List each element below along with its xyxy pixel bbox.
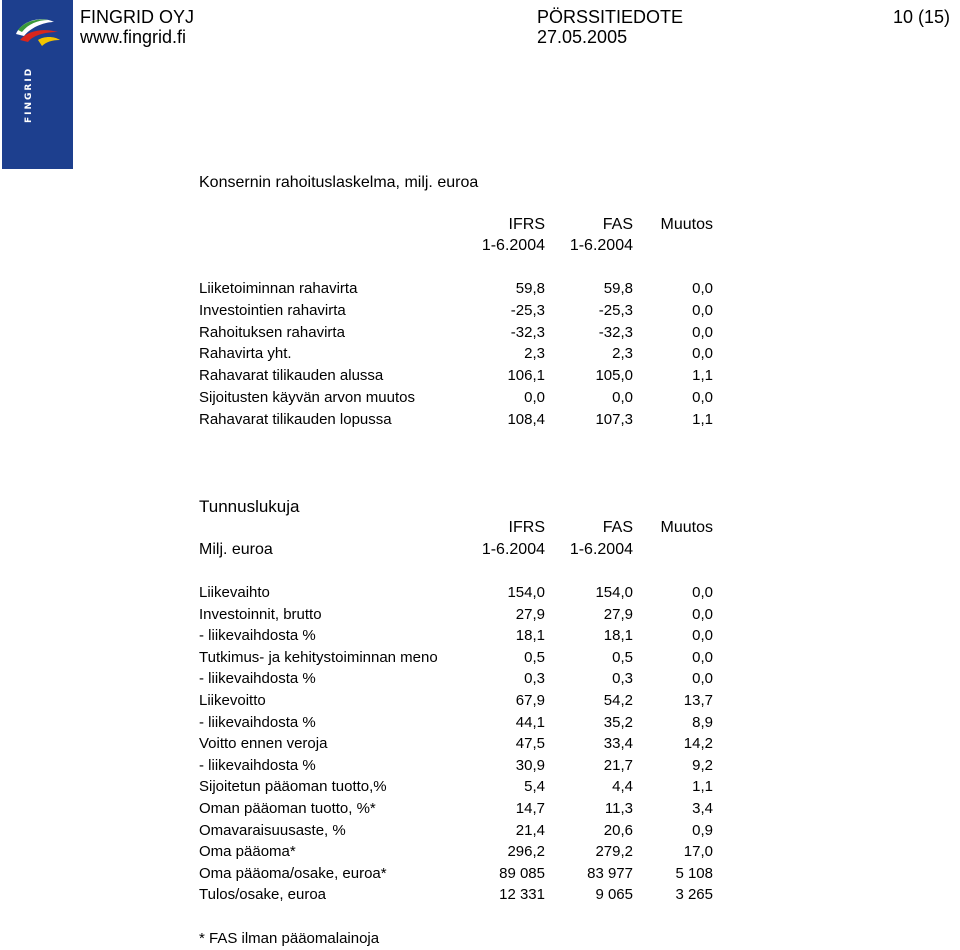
keyfigures-header-row-2	[199, 539, 719, 561]
table-row	[199, 626, 719, 646]
table-row	[199, 605, 719, 625]
fas-value: 54,2	[603, 692, 633, 709]
row-label: Tutkimus- ja kehitystoiminnan meno	[199, 648, 438, 666]
col-ifrs-header: IFRS	[508, 519, 545, 536]
fas-value: 59,8	[603, 280, 633, 297]
ifrs-value: 0,3	[524, 670, 545, 688]
ifrs-value: 0,5	[524, 648, 545, 666]
row-label: Liiketoiminnan rahavirta	[199, 280, 358, 297]
fas-value: 105,0	[595, 367, 633, 385]
ifrs-value: 27,9	[515, 605, 545, 623]
fas-value: 107,3	[595, 410, 633, 428]
muutos-value: 0,0	[692, 280, 713, 297]
row-label: Rahavarat tilikauden alussa	[199, 367, 384, 385]
logo-emblem-icon	[2, 0, 73, 60]
table-row	[199, 734, 719, 754]
table-row	[199, 388, 719, 408]
cashflow-title: Konsernin rahoituslaskelma, milj. euroa	[199, 174, 479, 191]
table-row	[199, 885, 719, 905]
row-label: Omavaraisuusaste, %	[199, 821, 346, 839]
ifrs-value: 67,9	[515, 692, 545, 709]
row-label: - liikevaihdosta %	[199, 756, 316, 774]
table-row	[199, 648, 719, 668]
table-row	[199, 583, 719, 603]
fas-value: 0,0	[612, 389, 633, 406]
fas-value: 9 065	[595, 886, 633, 904]
document-type: PÖRSSITIEDOTE	[537, 7, 684, 27]
table-row	[199, 756, 719, 776]
table-row	[199, 864, 719, 884]
cashflow-header-row-1	[199, 214, 719, 236]
unit-label: Milj. euroa	[199, 541, 273, 558]
col-fas-period: 1-6.2004	[569, 237, 633, 254]
fas-value: 0,5	[612, 648, 633, 666]
ifrs-value: -32,3	[510, 323, 545, 341]
cashflow-header-row-2	[199, 235, 719, 257]
col-fas-header: FAS	[602, 519, 633, 536]
ifrs-value: 12 331	[499, 886, 545, 904]
muutos-value: 0,0	[692, 345, 713, 363]
muutos-value: 14,2	[683, 735, 713, 753]
col-fas-header: FAS	[602, 216, 633, 233]
row-label: Voitto ennen veroja	[199, 735, 328, 753]
table-row	[199, 691, 719, 711]
ifrs-value: 21,4	[515, 821, 545, 839]
fas-value: -25,3	[598, 301, 633, 319]
col-ifrs-period: 1-6.2004	[481, 541, 545, 558]
fas-value: 2,3	[612, 345, 633, 363]
table-row	[199, 777, 719, 797]
keyfigures-header-row-1	[199, 517, 719, 539]
ifrs-value: -25,3	[510, 301, 545, 319]
row-label: Sijoitusten käyvän arvon muutos	[199, 389, 415, 406]
table-row	[199, 301, 719, 321]
muutos-value: 0,0	[692, 389, 713, 406]
fas-value: 20,6	[603, 821, 633, 839]
table-row	[199, 366, 719, 386]
row-label: Tulos/osake, euroa	[199, 886, 327, 904]
muutos-value: 0,0	[692, 584, 713, 601]
table-row	[199, 323, 719, 343]
muutos-value: 13,7	[683, 692, 713, 709]
fas-value: 0,3	[612, 670, 633, 688]
ifrs-value: 2,3	[524, 345, 545, 363]
fas-value: 18,1	[603, 627, 633, 645]
muutos-value: 1,1	[692, 367, 713, 385]
fas-value: 35,2	[603, 713, 633, 731]
table-row	[199, 821, 719, 841]
table-row	[199, 410, 719, 430]
row-label: Investoinnit, brutto	[199, 605, 322, 623]
row-label: - liikevaihdosta %	[199, 670, 316, 688]
muutos-value: 1,1	[692, 410, 713, 428]
website-link[interactable]: www.fingrid.fi	[80, 27, 187, 47]
muutos-value: 9,2	[692, 756, 713, 774]
col-fas-period: 1-6.2004	[569, 541, 633, 558]
table-row	[199, 799, 719, 819]
table-row	[199, 344, 719, 364]
muutos-value: 0,0	[692, 648, 713, 666]
ifrs-value: 0,0	[524, 389, 545, 406]
row-label: Rahavirta yht.	[199, 345, 292, 363]
logo-wordmark: FINGRID	[24, 66, 34, 124]
ifrs-value: 18,1	[515, 627, 545, 645]
table-row	[199, 279, 719, 299]
ifrs-value: 47,5	[515, 735, 545, 753]
row-label: Rahavarat tilikauden lopussa	[199, 410, 392, 428]
ifrs-value: 108,4	[507, 410, 545, 428]
ifrs-value: 30,9	[515, 756, 545, 774]
fas-value: 279,2	[595, 843, 633, 861]
fas-value: 4,4	[612, 778, 633, 796]
ifrs-value: 154,0	[507, 584, 545, 601]
muutos-value: 8,9	[692, 713, 713, 731]
row-label: Liikevaihto	[199, 584, 270, 601]
table-row	[199, 842, 719, 862]
ifrs-value: 106,1	[507, 367, 545, 385]
col-ifrs-header: IFRS	[508, 216, 545, 233]
page-number: 10 (15)	[892, 7, 950, 27]
muutos-value: 3 265	[675, 886, 713, 904]
muutos-value: 17,0	[683, 843, 713, 861]
muutos-value: 1,1	[692, 778, 713, 796]
col-muutos-header: Muutos	[660, 519, 713, 536]
footnote: * FAS ilman pääomalainoja	[199, 930, 380, 947]
fas-value: 83 977	[587, 864, 633, 882]
muutos-value: 3,4	[692, 800, 713, 817]
keyfigures-title: Tunnuslukuja	[199, 497, 300, 516]
company-name: FINGRID OYJ	[80, 7, 195, 27]
row-label: - liikevaihdosta %	[199, 713, 316, 731]
table-row	[199, 669, 719, 689]
fas-value: 11,3	[604, 800, 633, 817]
muutos-value: 0,9	[692, 821, 713, 839]
muutos-value: 0,0	[692, 323, 713, 341]
muutos-value: 0,0	[692, 627, 713, 645]
col-muutos-header: Muutos	[660, 216, 713, 233]
muutos-value: 5 108	[675, 864, 713, 882]
fas-value: 27,9	[603, 605, 633, 623]
fas-value: -32,3	[598, 323, 633, 341]
fas-value: 154,0	[595, 584, 633, 601]
row-label: Rahoituksen rahavirta	[199, 323, 345, 341]
ifrs-value: 5,4	[524, 778, 545, 796]
row-label: Oman pääoman tuotto, %*	[199, 800, 376, 817]
row-label: - liikevaihdosta %	[199, 627, 316, 645]
muutos-value: 0,0	[692, 301, 713, 319]
ifrs-value: 14,7	[515, 800, 545, 817]
row-label: Investointien rahavirta	[199, 301, 346, 319]
ifrs-value: 44,1	[515, 713, 545, 731]
ifrs-value: 89 085	[499, 864, 545, 882]
muutos-value: 0,0	[692, 670, 713, 688]
fas-value: 33,4	[603, 735, 633, 753]
ifrs-value: 59,8	[515, 280, 545, 297]
document-date: 27.05.2005	[537, 27, 628, 47]
fingrid-logo	[2, 0, 73, 169]
row-label: Oma pääoma/osake, euroa*	[199, 864, 387, 882]
ifrs-value: 296,2	[507, 843, 545, 861]
row-label: Liikevoitto	[199, 692, 266, 709]
row-label: Oma pääoma*	[199, 843, 296, 861]
table-row	[199, 713, 719, 733]
col-ifrs-period: 1-6.2004	[481, 237, 545, 254]
fas-value: 21,7	[603, 756, 633, 774]
muutos-value: 0,0	[692, 605, 713, 623]
row-label: Sijoitetun pääoman tuotto,%	[199, 778, 387, 796]
